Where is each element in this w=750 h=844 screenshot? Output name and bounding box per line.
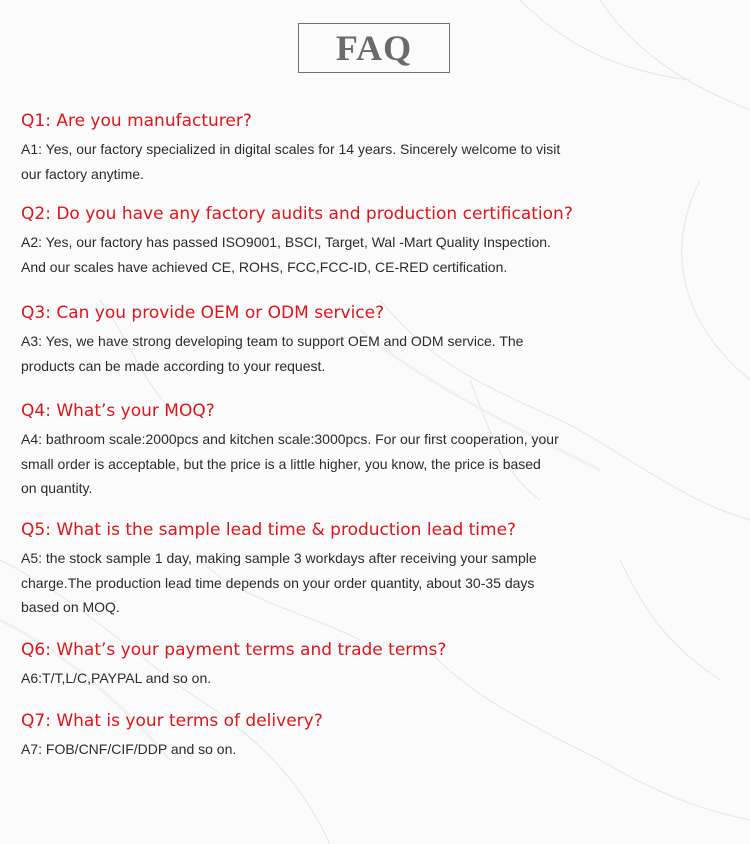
faq-answer-line: products can be made according to your request. bbox=[21, 357, 326, 374]
faq-question: Q3: Can you provide OEM or ODM service? bbox=[21, 303, 385, 323]
faq-answer-line: And our scales have achieved CE, ROHS, FCC,FCC-ID, CE-RED certification. bbox=[21, 258, 508, 275]
faq-answer-line: A5: the stock sample 1 day, making sample 3 workdays after receiving your sample bbox=[21, 550, 537, 566]
faq-question: Q4: What’s your MOQ? bbox=[21, 401, 215, 421]
faq-question: Q5: What is the sample lead time & production lead time? bbox=[21, 520, 517, 540]
faq-answer-line: A4: bathroom scale:2000pcs and kitchen scale:3000pcs. For our first cooperation, your bbox=[21, 431, 559, 447]
faq-question: Q6: What’s your payment terms and trade terms? bbox=[21, 640, 447, 660]
faq-answer-line: A7: FOB/CNF/CIF/DDP and so on. bbox=[21, 741, 237, 757]
faq-item bbox=[21, 639, 581, 691]
faq-question: Q2: Do you have any factory audits and production certification? bbox=[21, 204, 573, 224]
faq-item bbox=[21, 302, 581, 378]
faq-answer-line: based on MOQ. bbox=[21, 599, 120, 615]
faq-answer-line: our factory anytime. bbox=[21, 165, 144, 182]
faq-item bbox=[21, 110, 581, 186]
faq-answer bbox=[21, 137, 581, 186]
faq-answer bbox=[21, 427, 581, 501]
faq-answer-line: A3: Yes, we have strong developing team to support OEM and ODM service. The bbox=[21, 333, 524, 349]
faq-answer-line: A1: Yes, our factory specialized in digital scales for 14 years. Sincerely welcome to visit bbox=[21, 141, 561, 157]
faq-item bbox=[21, 203, 581, 279]
faq-answer bbox=[21, 329, 581, 378]
page-title: FAQ bbox=[335, 28, 413, 68]
faq-item bbox=[21, 400, 581, 501]
faq-answer bbox=[21, 230, 581, 279]
faq-answer bbox=[21, 737, 581, 762]
faq-answer-line: charge.The production lead time depends on your order quantity, about 30-35 days bbox=[21, 574, 535, 591]
faq-question: Q1: Are you manufacturer? bbox=[21, 111, 252, 131]
faq-answer bbox=[21, 666, 581, 691]
faq-question: Q7: What is your terms of delivery? bbox=[21, 711, 323, 731]
faq-item bbox=[21, 519, 581, 620]
faq-title-box bbox=[298, 23, 450, 73]
faq-answer-line: on quantity. bbox=[21, 480, 93, 496]
faq-item bbox=[21, 710, 581, 762]
faq-answer-line: A2: Yes, our factory has passed ISO9001, BSCI, Target, Wal -Mart Quality Inspection. bbox=[21, 234, 551, 250]
faq-answer bbox=[21, 546, 581, 620]
faq-answer-line: A6:T/T,L/C,PAYPAL and so on. bbox=[21, 670, 212, 686]
faq-answer-line: small order is acceptable, but the price is a little higher, you know, the price is based bbox=[21, 455, 541, 472]
